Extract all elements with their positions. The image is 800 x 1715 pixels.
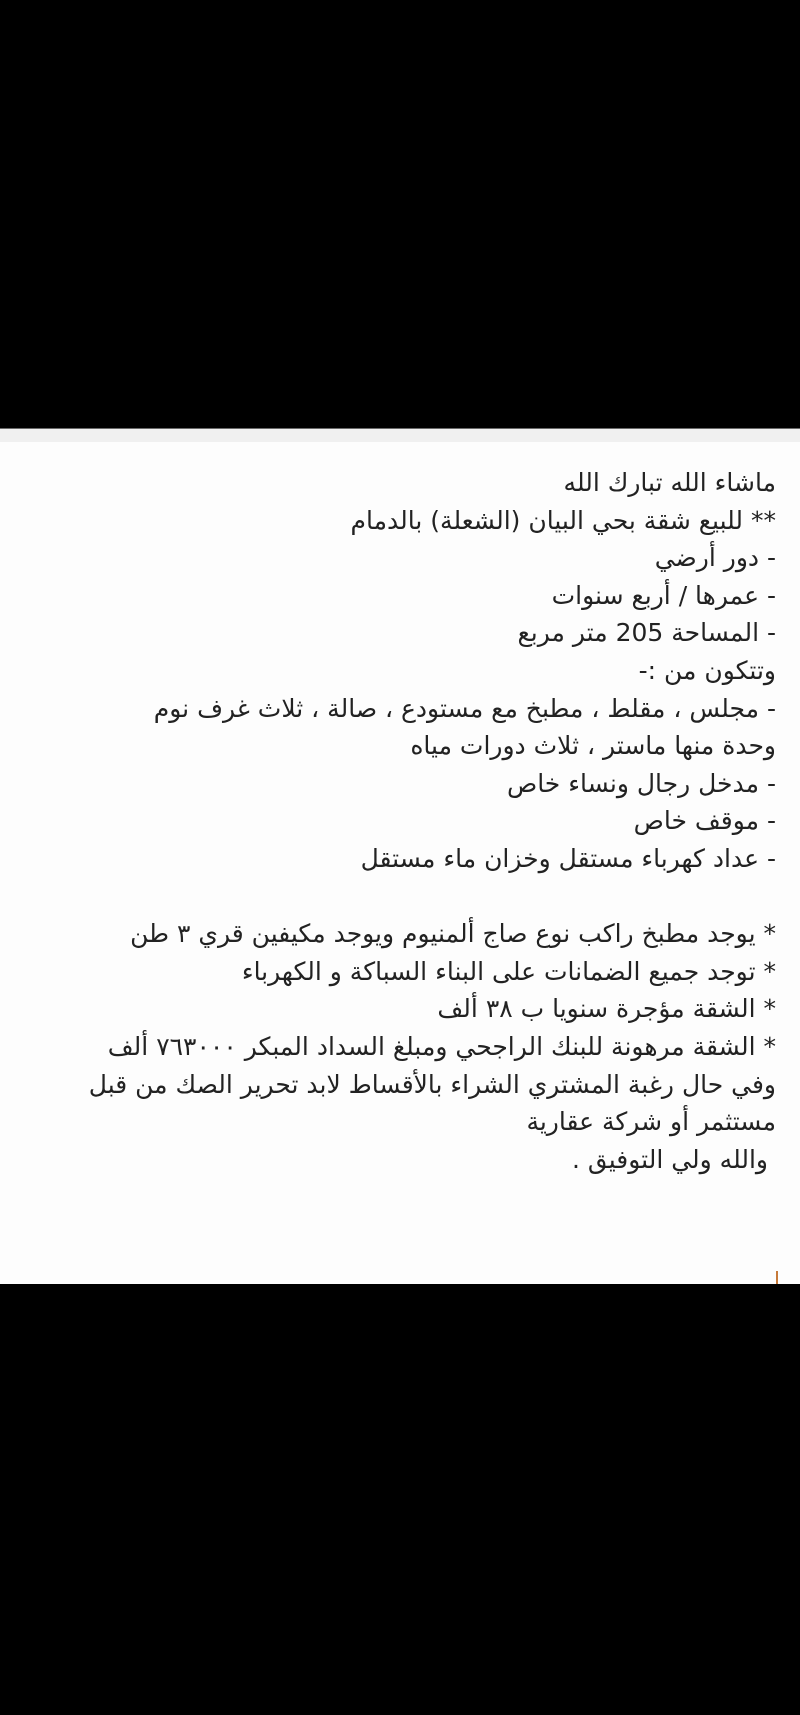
line-blessing: ماشاء الله تبارك الله bbox=[563, 468, 776, 497]
scroll-marker bbox=[776, 1271, 778, 1285]
line-entrance: - مدخل رجال ونساء خاص bbox=[506, 768, 776, 798]
listing-text bbox=[16, 464, 776, 1178]
line-mortgage: * الشقة مرهونة للبنك الراجحي ومبلغ السداد المبكر ٧٦٣٠٠٠ ألف bbox=[107, 1031, 776, 1061]
line-investor: مستثمر أو شركة عقارية bbox=[526, 1107, 776, 1137]
line-installments: وفي حال رغبة المشتري الشراء بالأقساط لابد تحرير الصك من قبل bbox=[88, 1069, 776, 1099]
line-age: - عمرها / أربع سنوات bbox=[551, 580, 776, 610]
line-consists-of: وتتكون من :- bbox=[638, 655, 776, 685]
card-top-strip bbox=[0, 429, 800, 442]
line-blank bbox=[16, 878, 776, 916]
bottom-black-area bbox=[0, 1284, 800, 1715]
line-closing: والله ولي التوفيق . bbox=[572, 1144, 768, 1174]
line-rooms: - مجلس ، مقلط ، مطبخ مع مستودع ، صالة ، ثلاث غرف نوم bbox=[153, 693, 776, 723]
line-rooms-cont: وحدة منها ماستر ، ثلاث دورات مياه bbox=[410, 731, 776, 761]
line-for-sale-title: ** للبيع شقة بحي البيان (الشعلة) بالدمام bbox=[350, 505, 776, 535]
text-post-card bbox=[0, 428, 800, 1285]
top-black-area bbox=[0, 0, 800, 427]
line-parking: - موقف خاص bbox=[633, 806, 776, 836]
line-kitchen-ac: * يوجد مطبخ راكب نوع صاج ألمنيوم ويوجد مكيفين قري ٣ طن bbox=[130, 919, 776, 949]
line-area: - المساحة 205 متر مربع bbox=[517, 618, 776, 648]
line-warranties: * توجد جميع الضمانات على البناء السباكة و الكهرباء bbox=[241, 956, 776, 986]
line-rented: * الشقة مؤجرة سنويا ب ٣٨ ألف bbox=[437, 994, 776, 1024]
line-meter-tank: - عداد كهرباء مستقل وخزان ماء مستقل bbox=[360, 843, 776, 873]
line-floor: - دور أرضي bbox=[654, 543, 776, 573]
